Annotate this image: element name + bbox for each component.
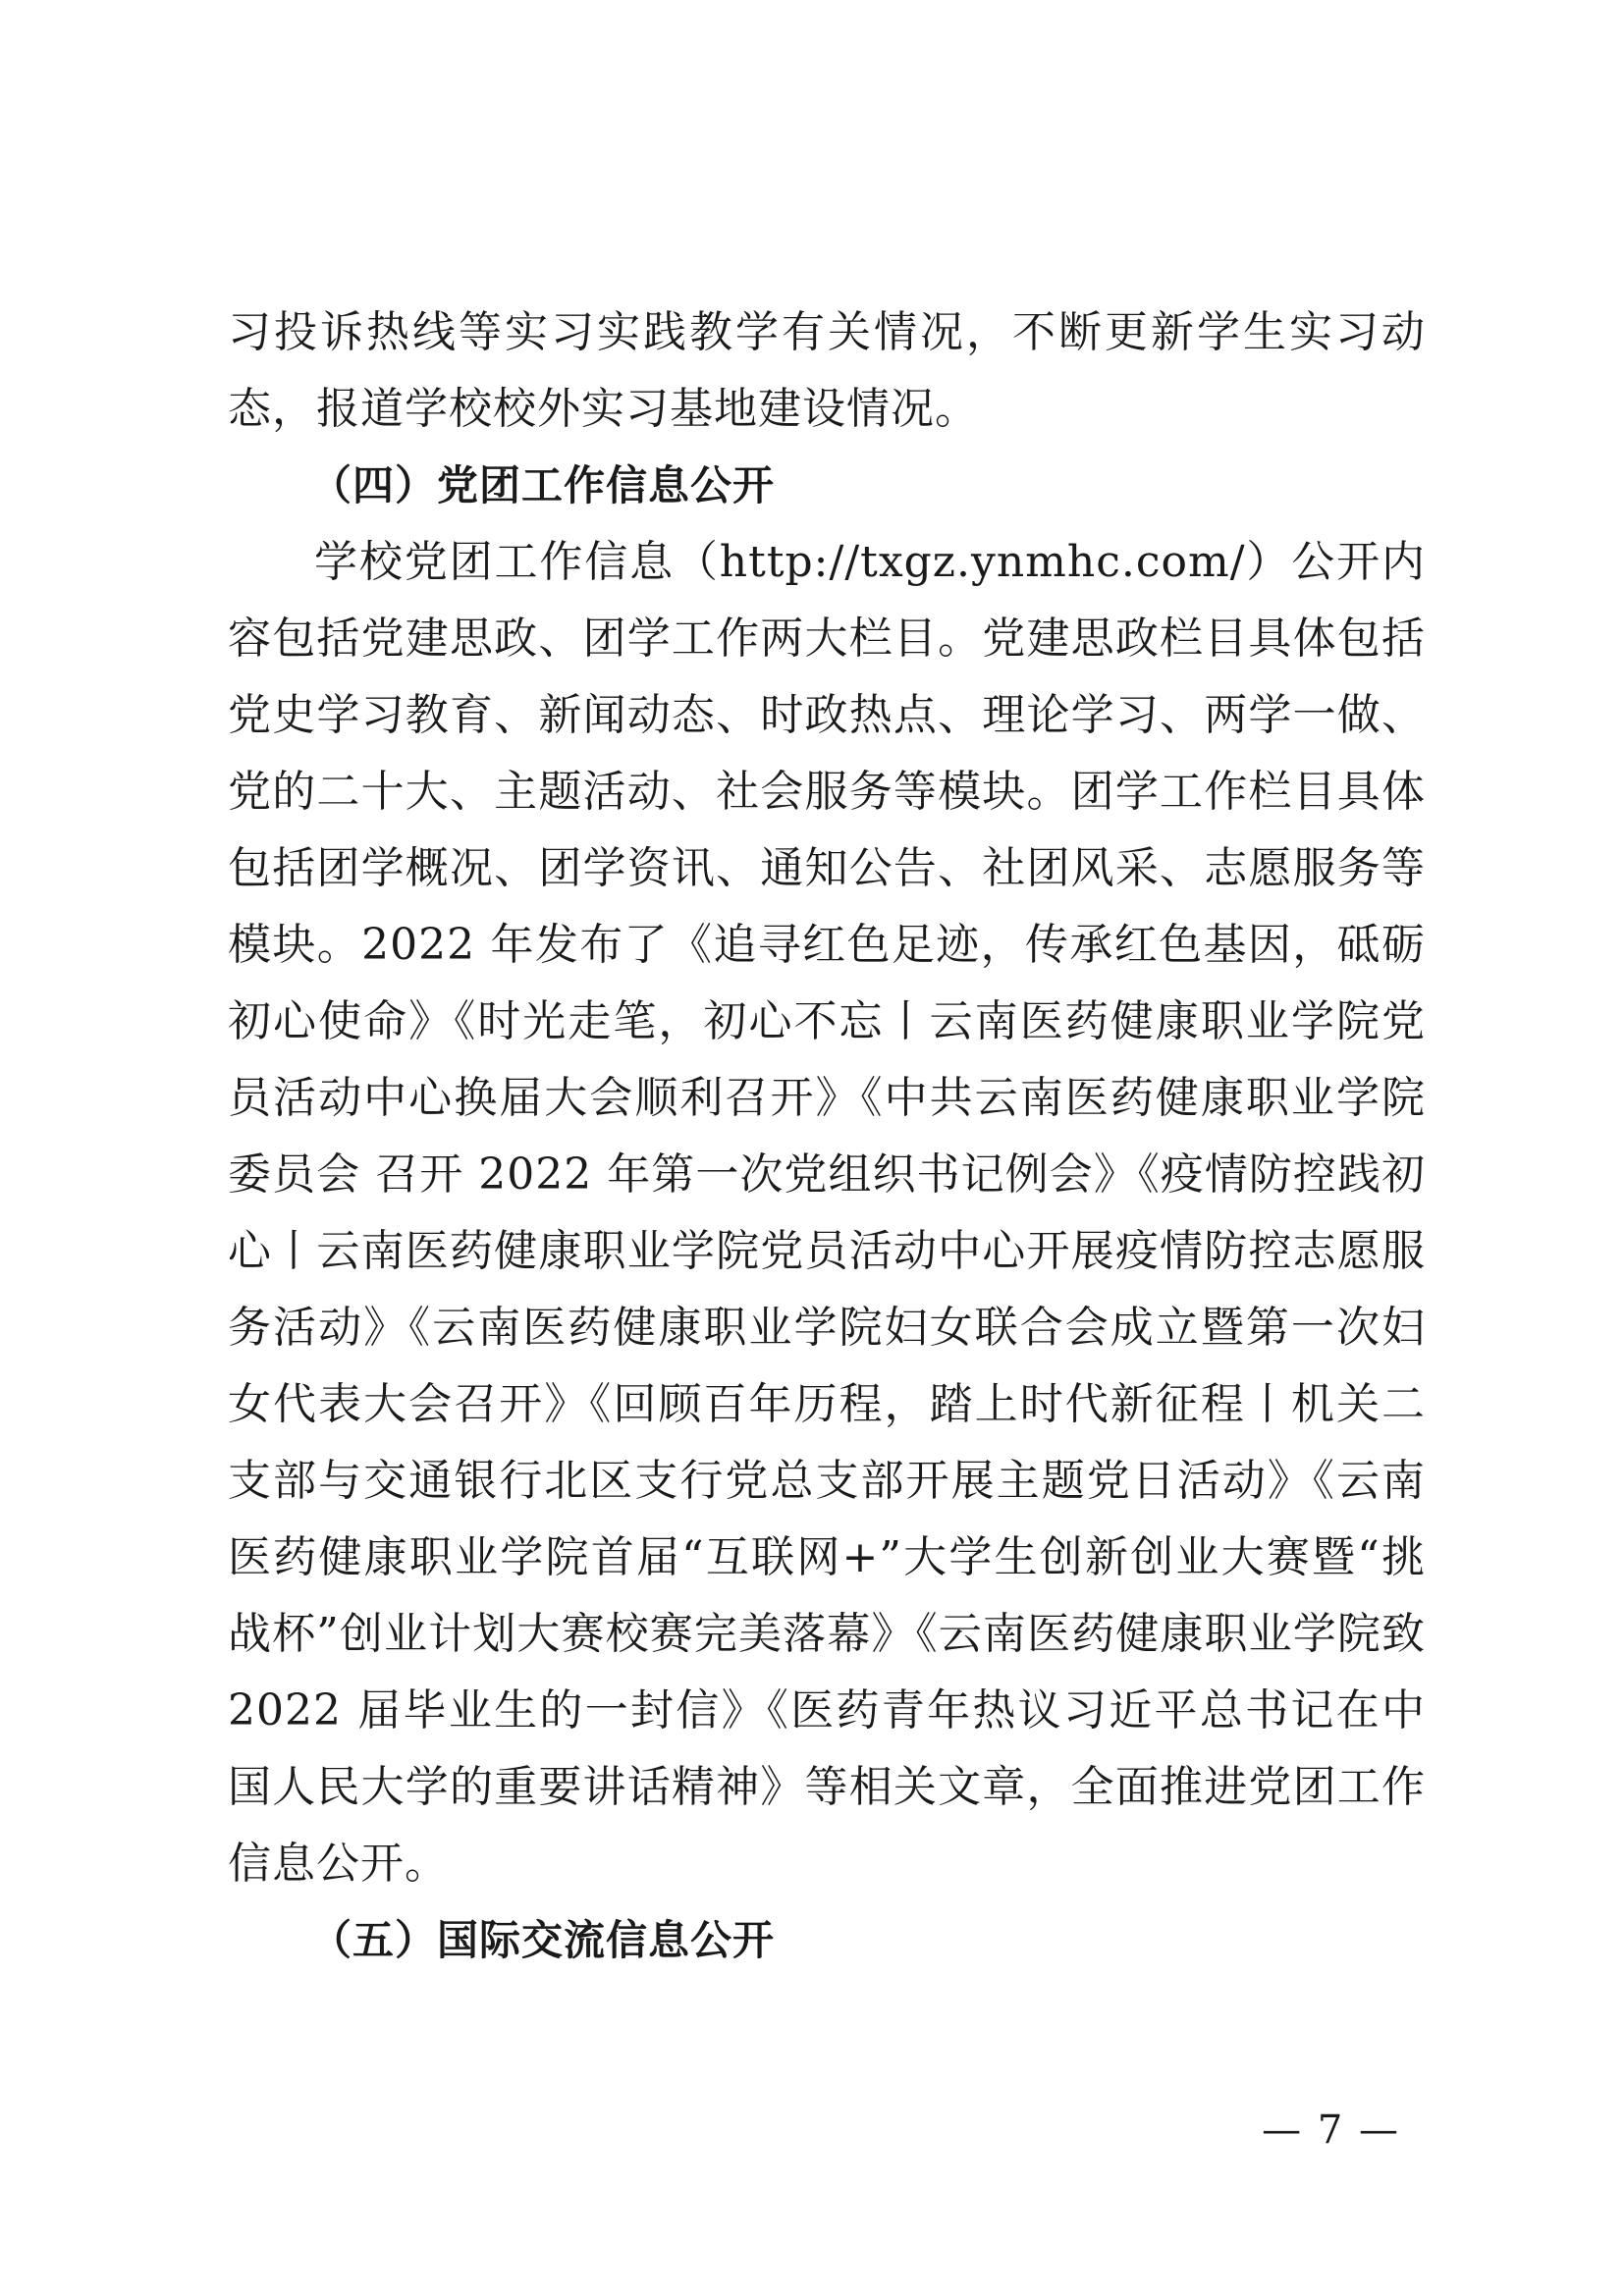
heading-text: （四）党团工作信息公开 <box>310 461 776 509</box>
paragraph-party-league-info <box>228 524 1426 1902</box>
heading-text: （五）国际交流信息公开 <box>310 1916 776 1964</box>
paragraph-internship-continuation <box>228 294 1426 448</box>
section-heading-party-league <box>228 448 1426 524</box>
paragraph-text: 学校党团工作信息（http://txgz.ynmhc.com/）公开内容包括党建思政、团学工作两大栏目。党建思政栏目具体包括党史学习教育、新闻动态、时政热点、理论学习、两学一做、党的二十大、主题活动、社会服务等模块。团学工作栏目具体包括团学概况、团学资讯、通知公告、社团风采、志愿服务等模块。2022 年发布了《追寻红色足迹，传承红色基因，砥砺初心使命》《时光走笔，初心不忘丨云南医药健康职业学院党员活动中心换届大会顺利召开》《中共云南医药健康职业学院委员会 召开 2022 年第一次党组织书记例会》《疫情防控践初心丨云南医药健康职业学院党员活动中心开展疫情防控志愿服务活动》《云南医药健康职业学院妇女联合会成立暨第一次妇女代表大会召开》《回顾百年历程，踏上时代新征程丨机关二支部与交通银行北区支行党总支部开展主题党日活动》《云南医药健康职业学院首届“互联网+”大学生创新创业大赛暨“挑战杯”创业计划大赛校赛完美落幕》《云南医药健康职业学院致 2022 届毕业生的一封信》《医药青年热议习近平总书记在中国人民大学的重要讲话精神》等相关文章，全面推进党团工作信息公开。 <box>228 537 1426 1889</box>
page-number: — 7 — <box>1262 2108 1400 2153</box>
paragraph-text: 习投诉热线等实习实践教学有关情况，不断更新学生实习动态，报道学校校外实习基地建设情况。 <box>228 307 1426 434</box>
section-heading-international-exchange <box>228 1902 1426 1979</box>
